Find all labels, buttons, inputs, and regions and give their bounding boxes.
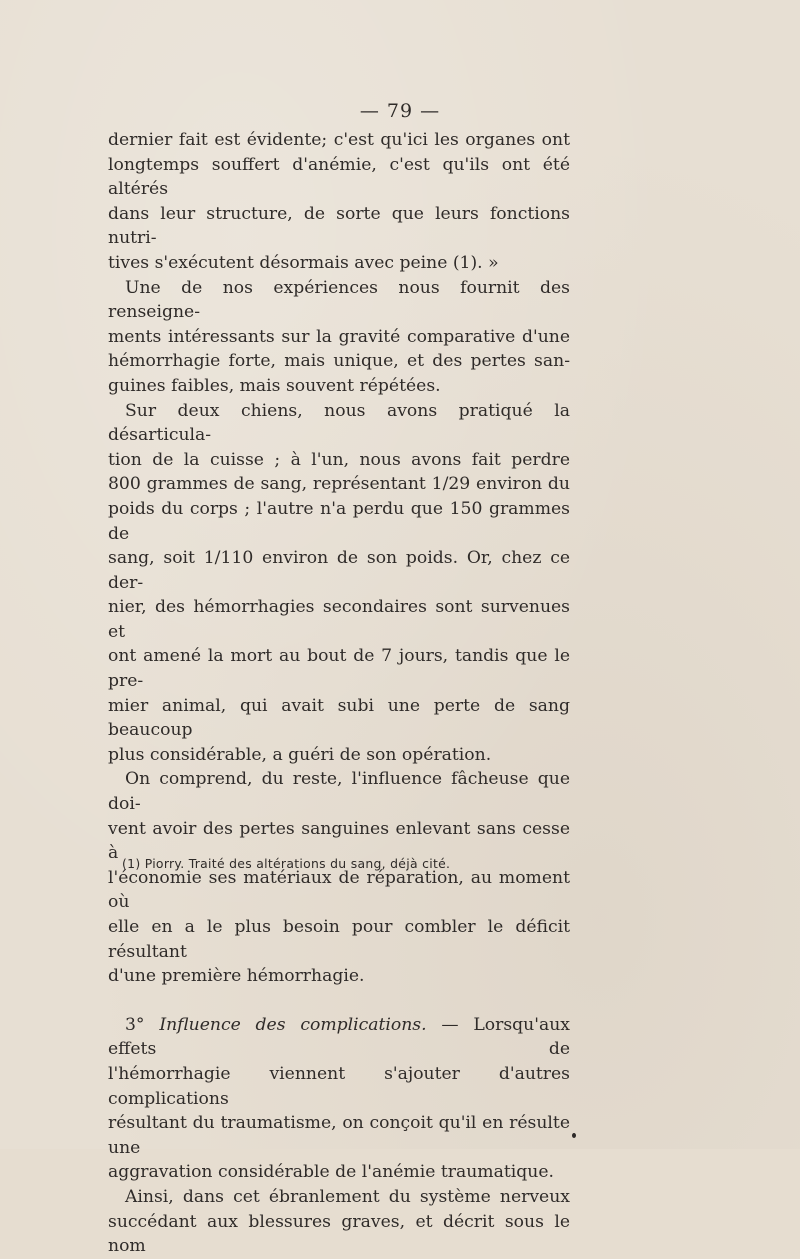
ink-speck bbox=[572, 1133, 576, 1138]
text-line: ont amené la mort au bout de 7 jours, tandis que le pre- bbox=[108, 646, 570, 692]
text-line: tion de la cuisse ; à l'un, nous avons fait perdre bbox=[108, 449, 570, 470]
text-line: Sur deux chiens, nous avons pratiqué la désarticula- bbox=[108, 400, 570, 446]
text-line: dans leur structure, de sorte que leurs fonctions nutri- bbox=[108, 203, 570, 249]
text-line: d'une première hémorrhagie. bbox=[108, 966, 365, 987]
text-line: elle en a le plus besoin pour combler le déficit résultant bbox=[108, 917, 570, 962]
text-line: nier, des hémorrhagies secondaires sont survenues et bbox=[108, 597, 570, 642]
text-line: poids du corps ; l'autre n'a perdu que 150 grammes de bbox=[108, 498, 570, 544]
text-line: guines faibles, mais souvent répétées. bbox=[108, 375, 441, 396]
text-line: mier animal, qui avait subi une perte de sang beaucoup bbox=[108, 695, 570, 741]
section-heading-line bbox=[108, 1013, 570, 1062]
text-line: l'hémorrhagie viennent s'ajouter d'autres complications bbox=[108, 1063, 570, 1109]
page-number: — 79 — bbox=[359, 100, 441, 122]
text-line: vent avoir des pertes sanguines enlevant sans cesse à bbox=[108, 818, 570, 864]
section-title: Influence des complications. bbox=[159, 1014, 427, 1035]
section-heading-rest: — Lorsqu'aux effets de bbox=[108, 1014, 570, 1060]
text-line: sang, soit 1/110 environ de son poids. Or, chez ce der- bbox=[108, 548, 570, 593]
text-line: dernier fait est évidente; c'est qu'ici les organes ont bbox=[108, 130, 570, 150]
text-line: longtemps souffert d'anémie, c'est qu'ils ont été altérés bbox=[108, 154, 570, 200]
text-line: ments intéressants sur la gravité comparative d'une bbox=[108, 326, 570, 347]
section-number: 3° bbox=[125, 1014, 145, 1035]
text-line: Une de nos expériences nous fournit des renseigne- bbox=[108, 277, 570, 323]
text-line: tives s'exécutent désormais avec peine (1). » bbox=[108, 252, 499, 273]
text-line: aggravation considérable de l'anémie traumatique. bbox=[108, 1162, 554, 1183]
text-line: l'économie ses matériaux de réparation, au moment où bbox=[108, 867, 570, 913]
text-line: succédant aux blessures graves, et décrit sous le nom bbox=[108, 1211, 570, 1257]
text-line: 800 grammes de sang, représentant 1/29 environ du bbox=[108, 474, 570, 495]
text-line: On comprend, du reste, l'influence fâcheuse que doi- bbox=[108, 769, 570, 815]
text-line: plus considérable, a guéri de son opération. bbox=[108, 744, 492, 765]
text-line: Ainsi, dans cet ébranlement du système nerveux bbox=[125, 1186, 570, 1207]
paragraph-gap bbox=[108, 989, 570, 1013]
text-line: résultant du traumatisme, on conçoit qu'il en résulte une bbox=[108, 1113, 570, 1158]
text-line: hémorrhagie forte, mais unique, et des pertes san- bbox=[108, 351, 570, 372]
body-text bbox=[108, 128, 570, 1259]
footnote: (1) Piorry. Traité des altérations du sang, déjà cité. bbox=[122, 856, 451, 871]
